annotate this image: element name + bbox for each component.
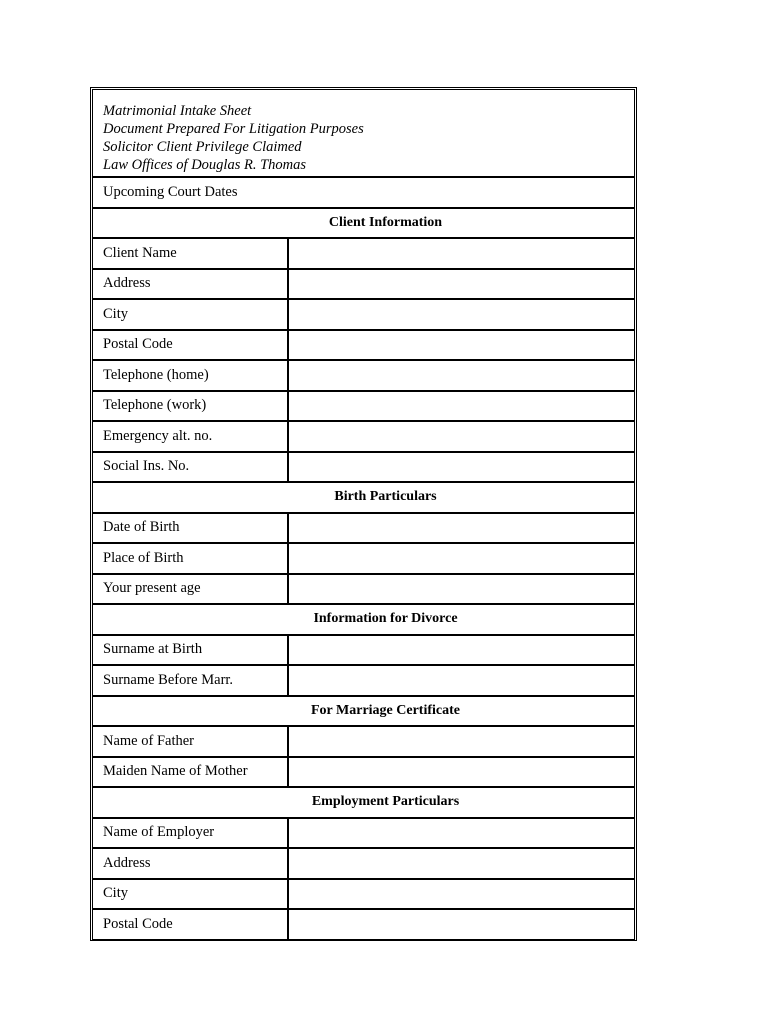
form-row-address [93, 268, 634, 299]
employer-postal-code-field[interactable] [289, 910, 634, 939]
place-of-birth-field[interactable] [289, 544, 634, 573]
section-title: For Marriage Certificate [311, 702, 460, 718]
form-row-telephone-work [93, 390, 634, 421]
section-employment-particulars [93, 786, 634, 817]
emergency-number-field[interactable] [289, 422, 634, 451]
form-row-employer-name [93, 817, 634, 848]
field-label: Postal Code [93, 331, 289, 360]
section-client-information [93, 207, 634, 238]
form-row-employer-postal-code [93, 908, 634, 939]
form-row-surname-at-birth [93, 634, 634, 665]
form-row-place-of-birth [93, 542, 634, 573]
surname-at-birth-field[interactable] [289, 636, 634, 665]
employer-name-field[interactable] [289, 819, 634, 848]
form-row-employer-address [93, 847, 634, 878]
field-label: City [93, 300, 289, 329]
field-label: Emergency alt. no. [93, 422, 289, 451]
form-header [93, 90, 634, 176]
field-label: Client Name [93, 239, 289, 268]
form-row-social-insurance [93, 451, 634, 482]
field-label: Address [93, 270, 289, 299]
intake-form [90, 87, 637, 941]
form-subtitle-privilege: Solicitor Client Privilege Claimed [103, 139, 302, 155]
employer-address-field[interactable] [289, 849, 634, 878]
postal-code-field[interactable] [289, 331, 634, 360]
form-subtitle-litigation: Document Prepared For Litigation Purposes [103, 121, 364, 137]
court-dates-row[interactable] [93, 176, 634, 207]
section-marriage-certificate [93, 695, 634, 726]
address-field[interactable] [289, 270, 634, 299]
field-label: Your present age [93, 575, 289, 604]
mother-maiden-name-field[interactable] [289, 758, 634, 787]
telephone-home-field[interactable] [289, 361, 634, 390]
city-field[interactable] [289, 300, 634, 329]
field-label: City [93, 880, 289, 909]
employer-city-field[interactable] [289, 880, 634, 909]
form-row-present-age [93, 573, 634, 604]
surname-before-marriage-field[interactable] [289, 666, 634, 695]
field-label: Social Ins. No. [93, 453, 289, 482]
field-label: Postal Code [93, 910, 289, 939]
section-birth-particulars [93, 481, 634, 512]
field-label: Name of Employer [93, 819, 289, 848]
section-divorce-information [93, 603, 634, 634]
form-row-emergency-number [93, 420, 634, 451]
social-insurance-field[interactable] [289, 453, 634, 482]
field-label: Name of Father [93, 727, 289, 756]
field-label: Surname Before Marr. [93, 666, 289, 695]
section-title: Employment Particulars [311, 794, 460, 810]
date-of-birth-field[interactable] [289, 514, 634, 543]
form-row-employer-city [93, 878, 634, 909]
form-row-postal-code [93, 329, 634, 360]
field-label: Telephone (home) [93, 361, 289, 390]
law-office-name: Law Offices of Douglas R. Thomas [103, 157, 307, 173]
form-row-client-name [93, 237, 634, 268]
court-dates-label: Upcoming Court Dates [103, 183, 238, 200]
form-row-date-of-birth [93, 512, 634, 543]
field-label: Place of Birth [93, 544, 289, 573]
present-age-field[interactable] [289, 575, 634, 604]
field-label: Address [93, 849, 289, 878]
field-label: Maiden Name of Mother [93, 758, 289, 787]
section-title: Information for Divorce [313, 611, 458, 627]
section-title: Birth Particulars [334, 489, 437, 505]
form-title: Matrimonial Intake Sheet [103, 103, 252, 119]
form-row-surname-before-marriage [93, 664, 634, 695]
father-name-field[interactable] [289, 727, 634, 756]
form-row-father-name [93, 725, 634, 756]
field-label: Date of Birth [93, 514, 289, 543]
field-label: Surname at Birth [93, 636, 289, 665]
telephone-work-field[interactable] [289, 392, 634, 421]
form-row-telephone-home [93, 359, 634, 390]
client-name-field[interactable] [289, 239, 634, 268]
form-row-city [93, 298, 634, 329]
section-title: Client Information [328, 214, 443, 230]
field-label: Telephone (work) [93, 392, 289, 421]
form-row-mother-maiden-name [93, 756, 634, 787]
